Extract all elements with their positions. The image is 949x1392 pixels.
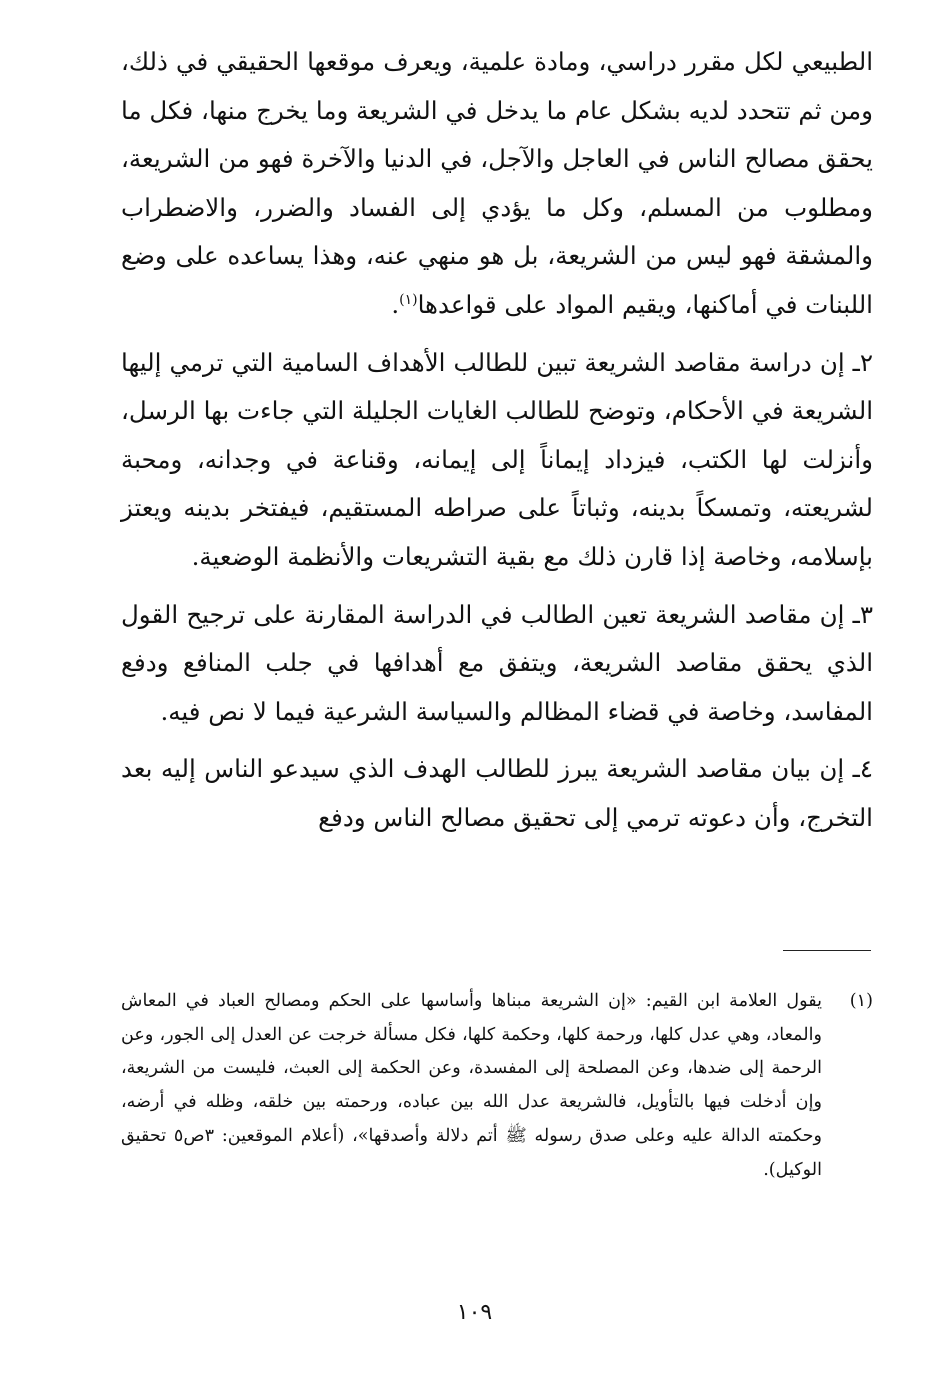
- footnote-reference: (١): [399, 291, 418, 308]
- paragraph-intro: [121, 38, 873, 330]
- paragraph-2: ٢ـ إن دراسة مقاصد الشريعة تبين للطالب الأهداف السامية التي ترمي إليها الشريعة في الأحكام، وتوضح للطالب الغايات الجليلة التي جاءت بها الرسل، وأنزلت لها الكتب، فيزداد إيماناً إلى إيمانه، وقناعة في وجدانه، ومحبة لشريعته، وتمسكاً بدينه، وثباتاً على صراطه المستقيم، فيفتخر بدينه ويعتز بإسلامه، وخاصة إذا قارن ذلك مع بقية التشريعات والأنظمة الوضعية.: [121, 347, 873, 571]
- page-number: ١٠٩: [456, 1300, 493, 1325]
- footnote-separator: [783, 950, 871, 951]
- intro-end: .: [391, 289, 400, 319]
- paragraph-4: ٤ـ إن بيان مقاصد الشريعة يبرز للطالب الهدف الذي سيدعو الناس إليه بعد التخرج، وأن دعوته ترمي إلى تحقيق مصالح الناس ودفع: [121, 754, 873, 832]
- footnote-text: يقول العلامة ابن القيم: «إن الشريعة مبناها وأساسها على الحكم ومصالح العباد في المعاش والمعاد، وهي عدل كلها، ورحمة كلها، وحكمة كلها، فكل مسألة خرجت عن العدل إلى الجور، وعن الرحمة إلى ضدها، وعن المصلحة إلى المفسدة، وعن الحكمة إلى العبث، فليست من الشريعة، وإن أدخلت فيها بالتأويل، فالشريعة عدل الله بين عباده، ورحمته بين خلقه، وظله في أرضه، وحكمته الدالة عليه وعلى صدق رسوله ﷺ أتم دلالة وأصدقها»، (أعلام الموقعين: ٣ص٥ تحقيق الوكيل).: [121, 991, 822, 1180]
- paragraph-3: ٣ـ إن مقاصد الشريعة تعين الطالب في الدراسة المقارنة على ترجيح القول الذي يحقق مقاصد الشريعة، ويتفق مع أهدافها في جلب المنافع ودفع المفاسد، وخاصة في قضاء المظالم والسياسة الشرعية فيما لا نص فيه.: [121, 599, 873, 726]
- intro-text: الطبيعي لكل مقرر دراسي، ومادة علمية، ويعرف موقعها الحقيقي في ذلك، ومن ثم تتحدد لديه بشكل عام ما يدخل في الشريعة وما يخرج منها، فكل ما يحقق مصالح الناس في العاجل والآجل، في الدنيا والآخرة فهو من الشريعة، ومطلوب من المسلم، وكل ما يؤدي إلى الفساد والضرر، والاضطراب والمشقة فهو ليس من الشريعة، بل هو منهي عنه، وهذا يساعده على وضع اللبنات في أماكنها، ويقيم المواد على قواعدها: [121, 47, 873, 319]
- footnote-number: (١): [849, 991, 873, 1011]
- main-text: [121, 38, 873, 843]
- footnote: [121, 985, 873, 1187]
